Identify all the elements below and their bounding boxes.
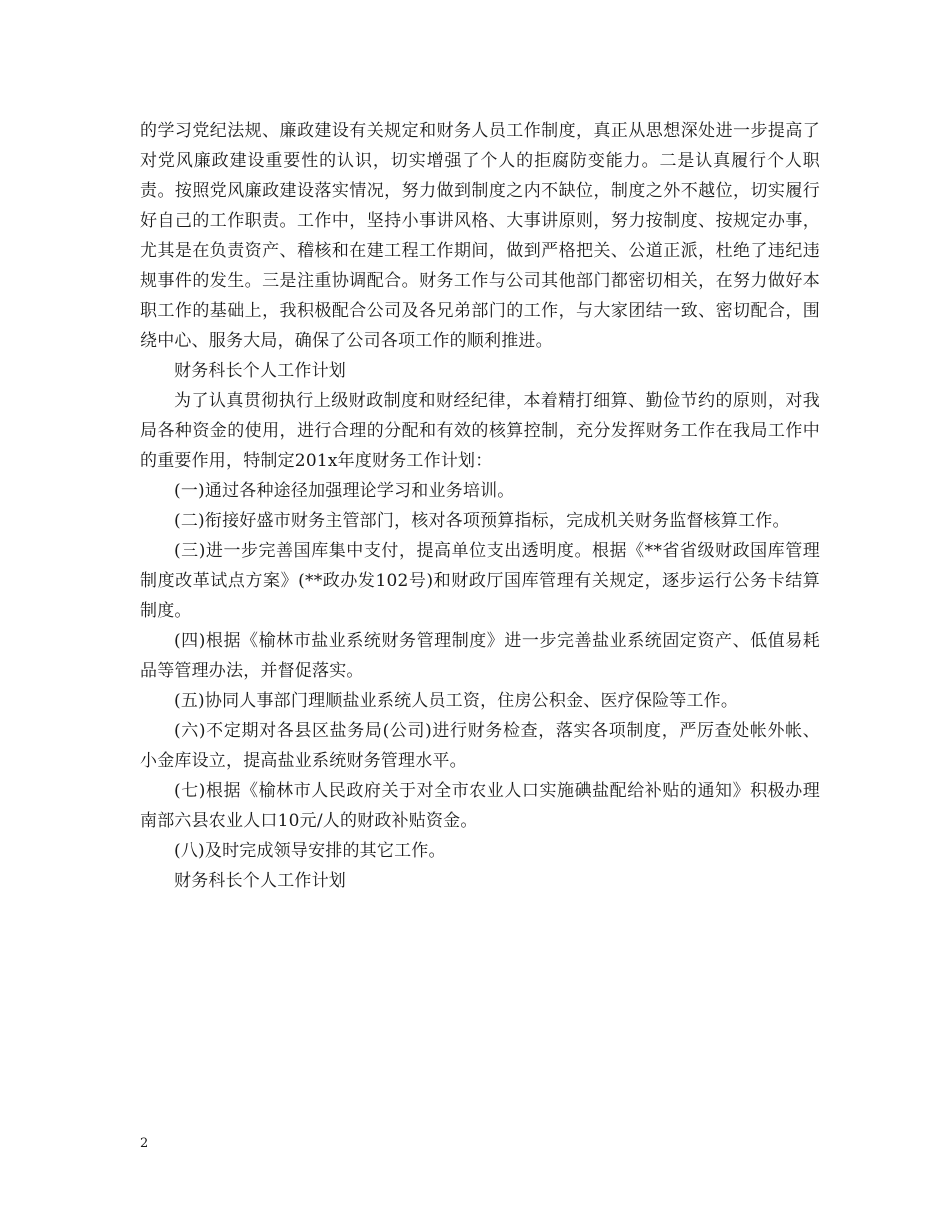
list-item-6: (六)不定期对各县区盐务局(公司)进行财务检查，落实各项制度，严厉查处帐外帐、小金库设立，提高盐业系统财务管理水平。: [140, 721, 820, 771]
intro-paragraph: 为了认真贯彻执行上级财政制度和财经纪律，本着精打细算、勤俭节约的原则，对我局各种资金的使用，进行合理的分配和有效的核算控制，充分发挥财务工作在我局工作中的重要作用，特制定201x年度财务工作计划：: [140, 391, 820, 471]
list-item-2: (二)衔接好盛市财务主管部门，核对各项预算指标，完成机关财务监督核算工作。: [174, 511, 790, 531]
document-body: [140, 116, 820, 896]
page-number: 2: [140, 1136, 149, 1151]
list-item-3: (三)进一步完善国库集中支付，提高单位支出透明度。根据《**省省级财政国库管理制度改革试点方案》(**政办发102号)和财政厅国库管理有关规定，逐步运行公务卡结算制度。: [140, 541, 820, 621]
list-item-5: (五)协同人事部门理顺盐业系统人员工资，住房公积金、医疗保险等工作。: [174, 691, 739, 711]
list-item-1: (一)通过各种途径加强理论学习和业务培训。: [174, 481, 515, 501]
list-item-7: (七)根据《榆林市人民政府关于对全市农业人口实施碘盐配给补贴的通知》积极办理南部六县农业人口10元/人的财政补贴资金。: [140, 781, 820, 831]
section-heading-2: 财务科长个人工作计划: [174, 871, 346, 891]
section-heading-1: 财务科长个人工作计划: [174, 361, 346, 381]
body-paragraph-1: 的学习党纪法规、廉政建设有关规定和财务人员工作制度，真正从思想深处进一步提高了对党风廉政建设重要性的认识，切实增强了个人的拒腐防变能力。二是认真履行个人职责。按照党风廉政建设落实情况，努力做到制度之内不缺位，制度之外不越位，切实履行好自己的工作职责。工作中，坚持小事讲风格、大事讲原则，努力按制度、按规定办事，尤其是在负责资产、稽核和在建工程工作期间，做到严格把关、公道正派，杜绝了违纪违规事件的发生。三是注重协调配合。财务工作与公司其他部门都密切相关，在努力做好本职工作的基础上，我积极配合公司及各兄弟部门的工作，与大家团结一致、密切配合，围绕中心、服务大局，确保了公司各项工作的顺利推进。: [140, 121, 820, 351]
list-item-4: (四)根据《榆林市盐业系统财务管理制度》进一步完善盐业系统固定资产、低值易耗品等管理办法，并督促落实。: [140, 631, 820, 681]
list-item-8: (八)及时完成领导安排的其它工作。: [174, 841, 446, 861]
